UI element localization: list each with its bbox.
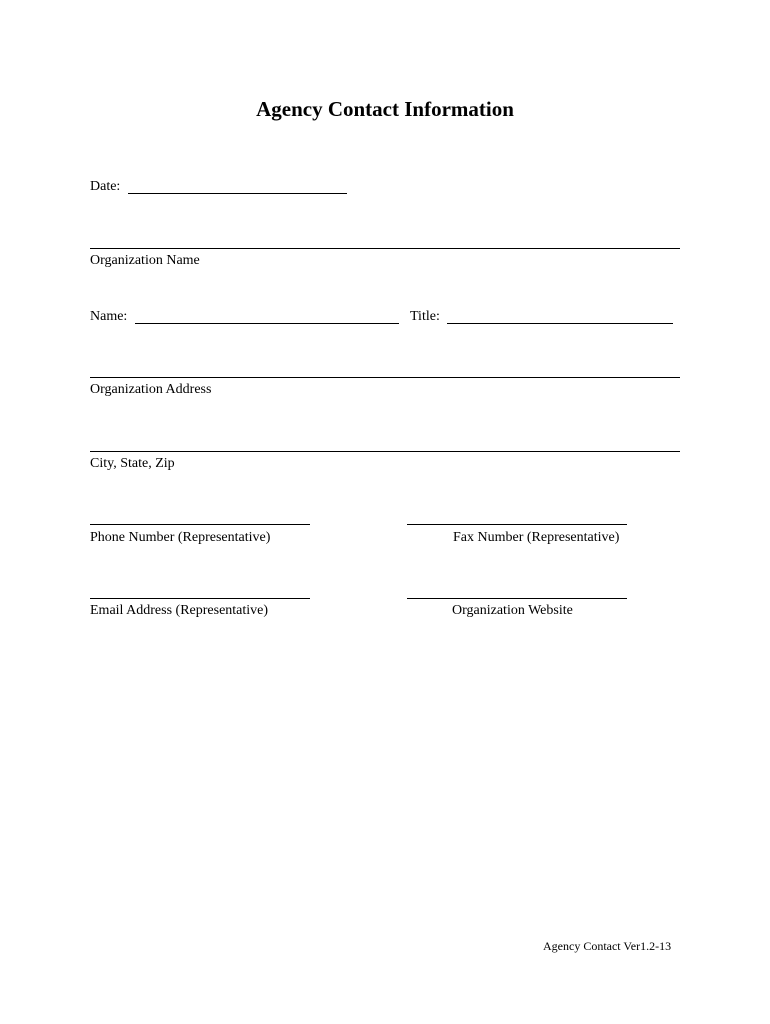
fax-number-label: Fax Number (Representative) [453,530,620,545]
footer-version: Agency Contact Ver1.2-13 [543,939,672,953]
date-field-line[interactable] [128,193,347,194]
organization-address-label: Organization Address [90,382,212,397]
phone-number-field-line[interactable] [90,524,310,525]
organization-name-label: Organization Name [90,253,200,268]
name-field-line[interactable] [135,323,399,324]
fax-number-field-line[interactable] [407,524,627,525]
title-label: Title: [410,309,440,324]
organization-name-field-line[interactable] [90,248,680,249]
organization-website-label: Organization Website [452,603,573,618]
organization-address-field-line[interactable] [90,377,680,378]
email-address-field-line[interactable] [90,598,310,599]
name-label: Name: [90,309,128,324]
city-state-zip-label: City, State, Zip [90,456,175,471]
title-field-line[interactable] [447,323,673,324]
date-label: Date: [90,179,121,194]
organization-website-field-line[interactable] [407,598,627,599]
email-address-label: Email Address (Representative) [90,603,269,618]
phone-number-label: Phone Number (Representative) [90,530,271,545]
city-state-zip-field-line[interactable] [90,451,680,452]
page-title: Agency Contact Information [256,97,514,121]
